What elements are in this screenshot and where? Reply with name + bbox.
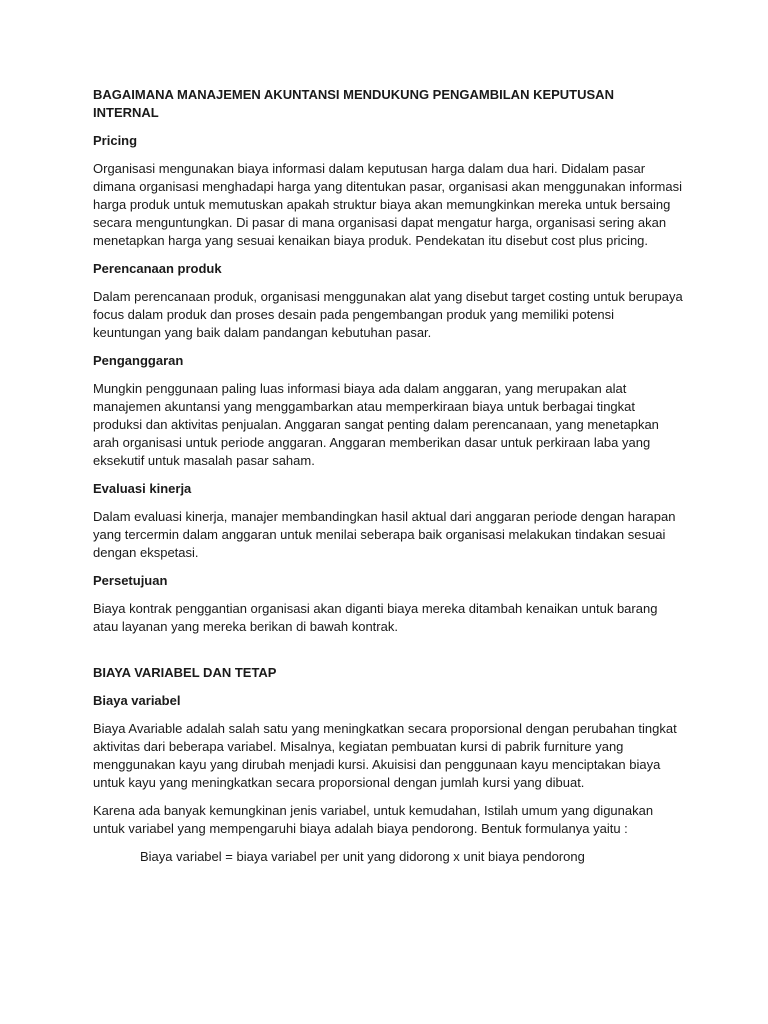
section-heading-perencanaan-produk: Perencanaan produk (93, 261, 222, 276)
section-heading-persetujuan: Persetujuan (93, 573, 168, 588)
document-title: BAGAIMANA MANAJEMEN AKUNTANSI MENDUKUNG PENGAMBILAN KEPUTUSAN INTERNAL (93, 87, 614, 120)
formula-line: Biaya variabel = biaya variabel per unit yang didorong x unit biaya pendorong (140, 849, 585, 864)
section-paragraph-pricing: Organisasi mengunakan biaya informasi dalam keputusan harga dalam dua hari. Didalam pasar dimana organisasi menghadapi harga yang ditentukan pasar, organisasi akan menggunakan informasi harga produk untuk memutuskan apakah struktur biaya akan memungkinkan mereka untuk bersaing secara menguntungkan. Di pasar di mana organisasi dapat mengatur harga, organisasi sering akan menetapkan harga yang sesuai kenaikan biaya produk. Pendekatan itu disebut cost plus pricing. (93, 161, 682, 248)
section-heading-evaluasi-kinerja: Evaluasi kinerja (93, 481, 192, 496)
section2-paragraph-1: Biaya Avariable adalah salah satu yang meningkatkan secara proporsional dengan perubahan tingkat aktivitas dari beberapa variabel. Misalnya, kegiatan pembuatan kursi di pabrik furniture yang menggunakan kayu yang dirubah menjadi kursi. Akuisisi dan penggunaan kayu menciptakan biaya untuk kayu yang meningkatkan secara proporsional dengan jumlah kursi yang dibuat. (93, 721, 677, 790)
blank-line (93, 646, 683, 664)
section-paragraph-penganggaran: Mungkin penggunaan paling luas informasi biaya ada dalam anggaran, yang merupakan alat manajemen akuntansi yang menggambarkan atau memperkiraan biaya untuk berbagai tingkat produksi dan aktivitas penjualan. Anggaran sangat penting dalam perencanaan, yang menetapkan arah organisasi untuk periode anggaran. Anggaran memberikan dasar untuk perkiraan laba yang eksekutif untuk masalah pasar saham. (93, 381, 659, 468)
section2-subheading: Biaya variabel (93, 693, 181, 708)
section-paragraph-perencanaan-produk: Dalam perencanaan produk, organisasi menggunakan alat yang disebut target costing untuk berupaya focus dalam produk dan proses desain pada pengembangan produk yang memiliki potensi keuntungan yang baik dalam pandangan kebutuhan pasar. (93, 289, 683, 340)
document-body (93, 86, 683, 876)
section-heading-pricing: Pricing (93, 133, 138, 148)
section-heading-penganggaran: Penganggaran (93, 353, 184, 368)
section2-title: BIAYA VARIABEL DAN TETAP (93, 665, 277, 680)
section2-paragraph-2: Karena ada banyak kemungkinan jenis variabel, untuk kemudahan, Istilah umum yang digunakan untuk variabel yang mempengaruhi biaya adalah biaya pendorong. Bentuk formulanya yaitu : (93, 803, 654, 836)
section-paragraph-evaluasi-kinerja: Dalam evaluasi kinerja, manajer membandingkan hasil aktual dari anggaran periode dengan harapan yang tercermin dalam anggaran untuk menilai seberapa baik organisasi melakukan tindakan sesuai dengan ekspetasi. (93, 509, 676, 560)
section-paragraph-persetujuan: Biaya kontrak penggantian organisasi akan diganti biaya mereka ditambah kenaikan untuk barang atau layanan yang mereka berikan di bawah kontrak. (93, 601, 658, 634)
